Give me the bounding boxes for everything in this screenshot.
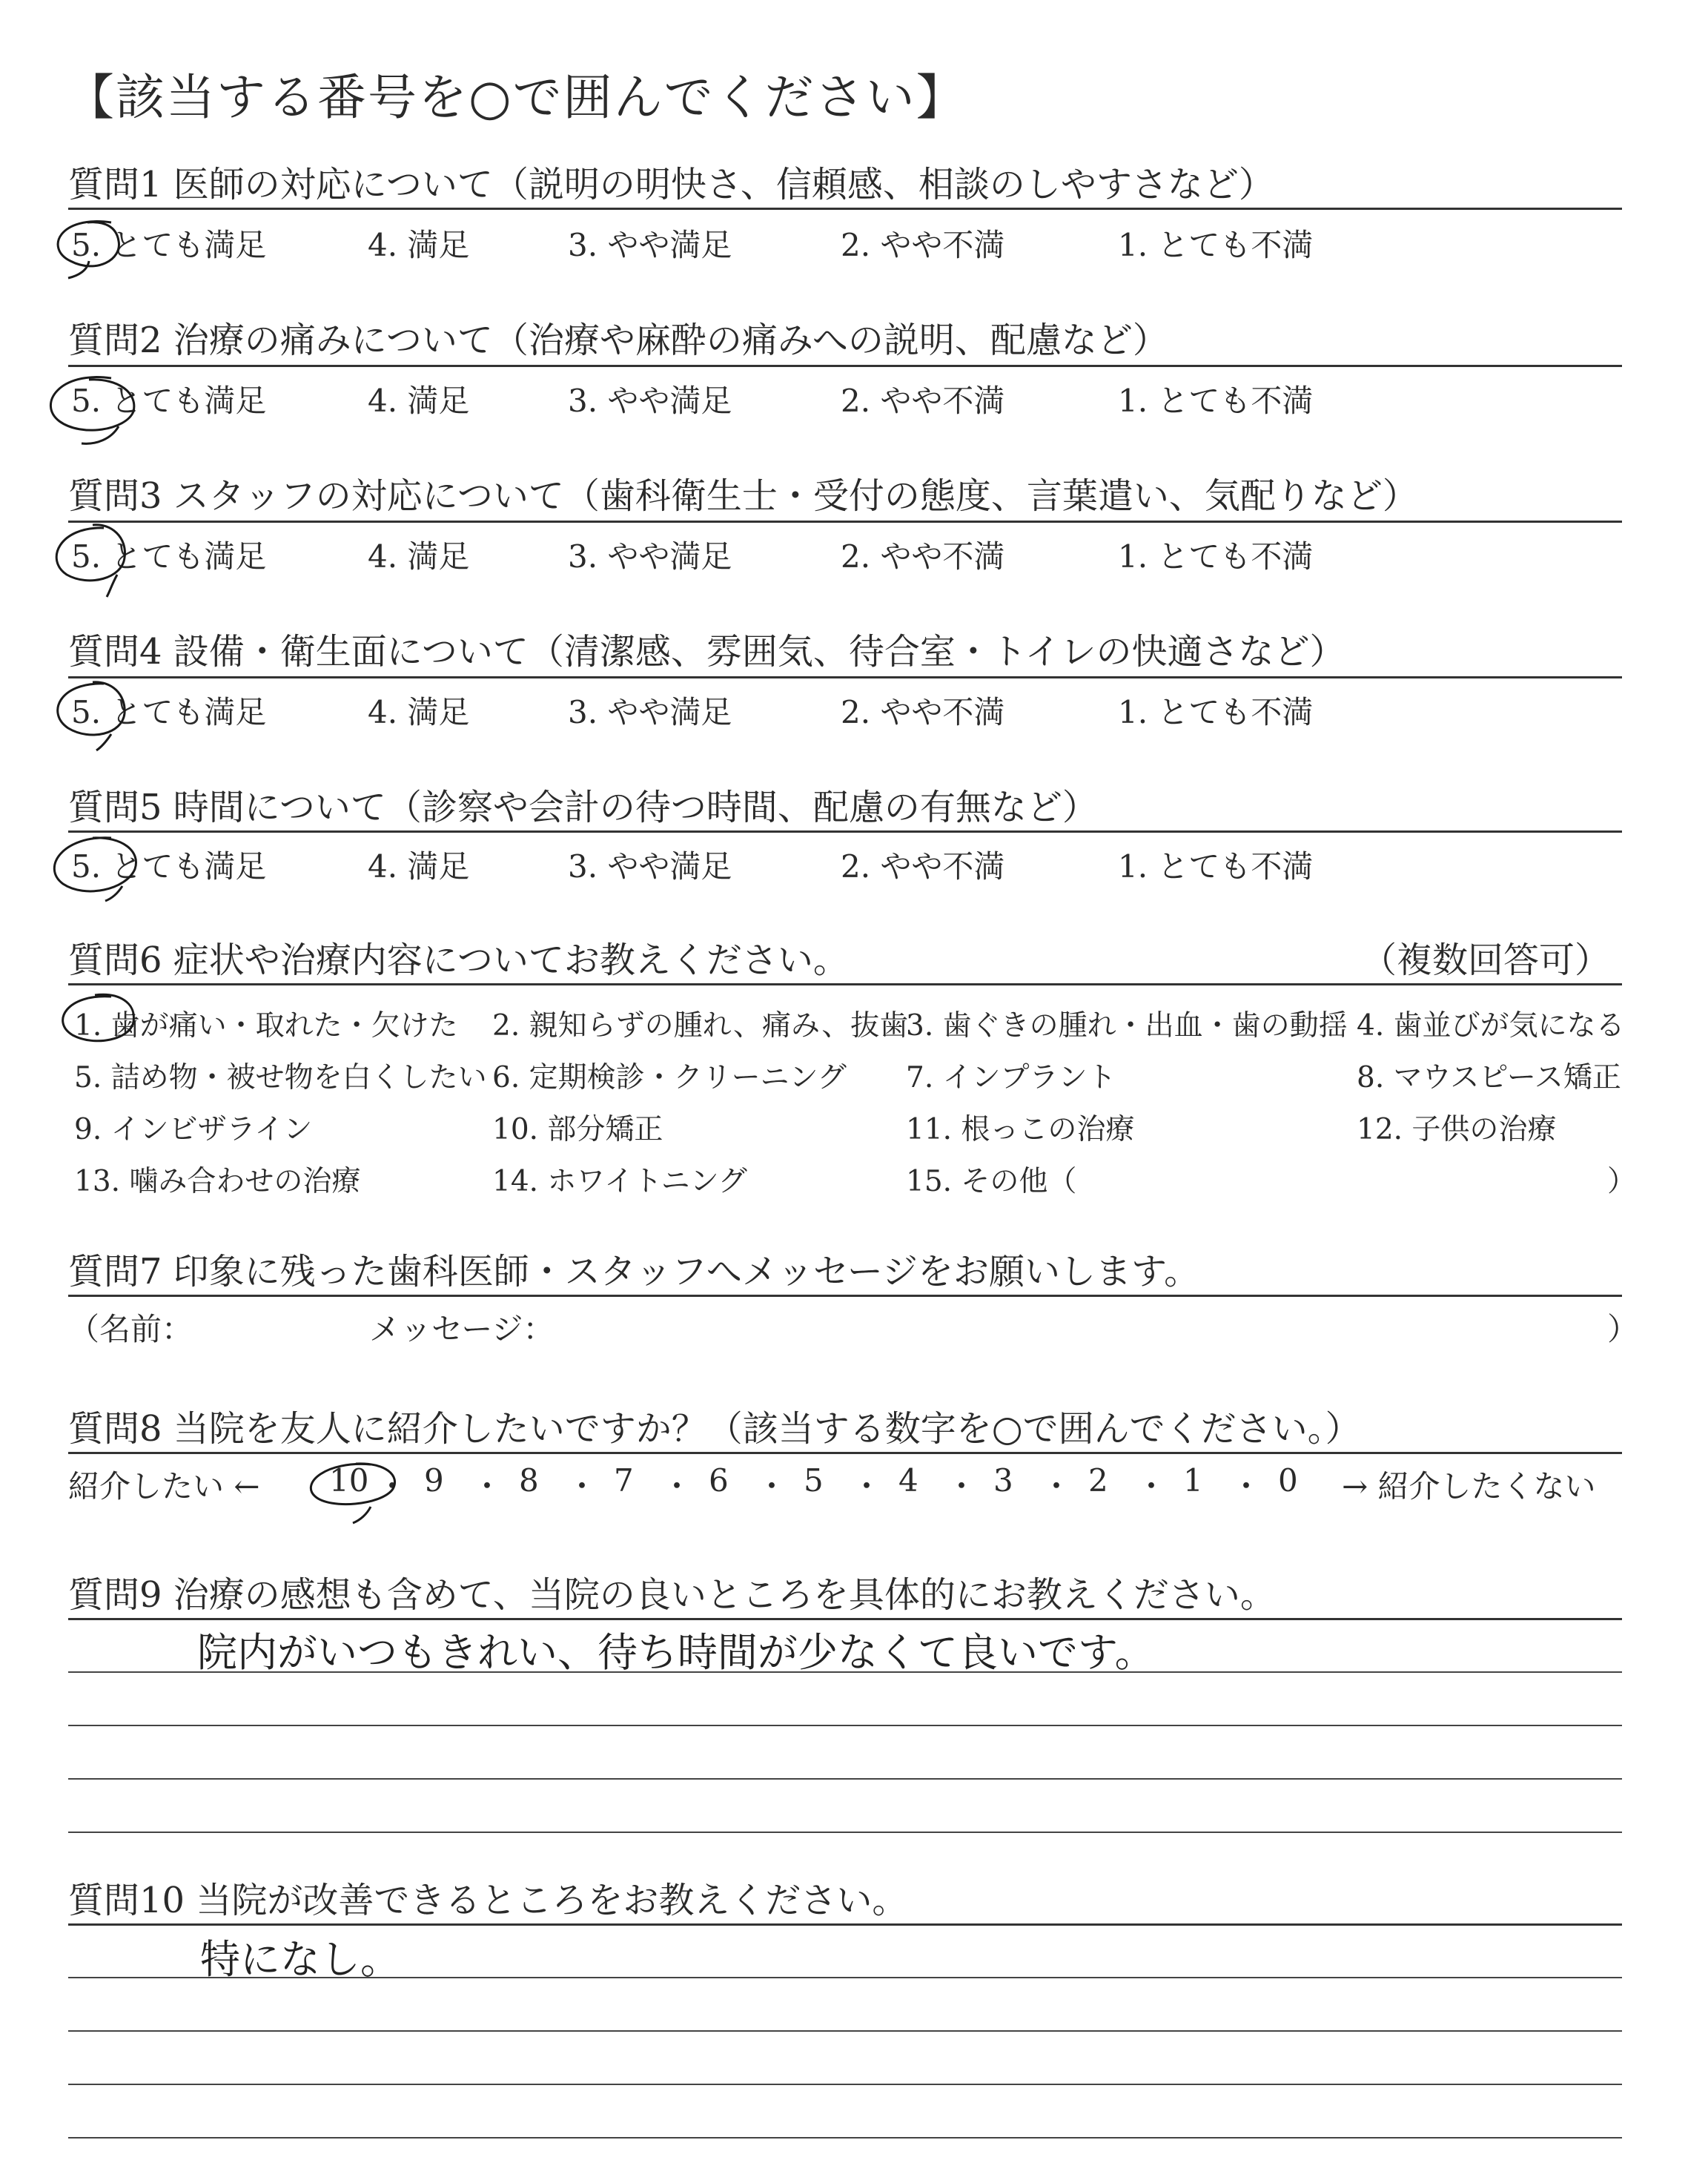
q6-option-15[interactable]: 15. その他（ — [906, 1165, 1077, 1198]
q1-option-3[interactable]: 3. やや満足 — [568, 227, 732, 263]
q8-scale-separator: ・ — [1041, 1468, 1073, 1505]
question-1-rule — [68, 208, 1622, 210]
q3-option-5[interactable]: 5. とても満足 — [71, 538, 267, 575]
question-8-rule — [68, 1452, 1622, 1454]
q7-message-label: メッセージ： — [369, 1311, 555, 1347]
q8-scale-separator: ・ — [851, 1468, 883, 1505]
q8-scale-value[interactable]: 3 — [993, 1462, 1013, 1499]
question-9-rule — [68, 1618, 1622, 1620]
q1-option-1[interactable]: 1. とても不満 — [1118, 227, 1314, 263]
q6-option-10[interactable]: 10. 部分矯正 — [492, 1113, 663, 1146]
q9-answer-line — [68, 1725, 1622, 1726]
q8-scale-value[interactable]: 2 — [1088, 1462, 1108, 1499]
q5-option-5[interactable]: 5. とても満足 — [71, 848, 267, 885]
q6-option-9[interactable]: 9. インビザライン — [74, 1113, 313, 1146]
q8-scale-value[interactable]: 6 — [709, 1462, 729, 1499]
question-4-title: 質問4 設備・衛生面について（清潔感、雰囲気、待合室・トイレの快適さなど） — [68, 631, 1345, 673]
q2-option-5[interactable]: 5. とても満足 — [71, 383, 267, 419]
q6-option-12[interactable]: 12. 子供の治療 — [1357, 1113, 1557, 1146]
question-5-rule — [68, 830, 1622, 833]
question-10-rule — [68, 1923, 1622, 1926]
q6-option-15-close: ） — [1607, 1165, 1637, 1198]
question-6-rule — [68, 983, 1622, 985]
q4-option-4[interactable]: 4. 満足 — [368, 694, 470, 730]
question-10-title: 質問10 当院が改善できるところをお教えください。 — [68, 1880, 908, 1921]
question-2-rule — [68, 365, 1622, 367]
q2-option-4[interactable]: 4. 満足 — [368, 383, 470, 419]
q6-option-11[interactable]: 11. 根っこの治療 — [906, 1113, 1135, 1146]
question-3-rule — [68, 521, 1622, 523]
q5-option-1[interactable]: 1. とても不満 — [1118, 848, 1314, 885]
q8-left-label: 紹介したい ← — [68, 1468, 260, 1505]
q7-close-paren: ） — [1607, 1311, 1639, 1347]
q8-scale-value[interactable]: 1 — [1183, 1462, 1203, 1499]
q6-option-5[interactable]: 5. 詰め物・被せ物を白くしたい — [74, 1061, 487, 1094]
q10-handwritten-answer[interactable]: 特になし。 — [200, 1936, 400, 1983]
q10-answer-line — [68, 2137, 1622, 2138]
q6-option-1[interactable]: 1. 歯が痛い・取れた・欠けた — [74, 1009, 458, 1043]
q10-answer-line — [68, 2084, 1622, 2085]
question-1-title: 質問1 医師の対応について（説明の明快さ、信頼感、相談のしやすさなど） — [68, 164, 1274, 205]
q3-option-4[interactable]: 4. 満足 — [368, 538, 470, 575]
question-6-title: 質問6 症状や治療内容についてお教えください。 — [68, 939, 849, 981]
q8-scale-value[interactable]: 5 — [804, 1462, 824, 1499]
q2-option-3[interactable]: 3. やや満足 — [568, 383, 732, 419]
q8-scale-separator: ・ — [471, 1468, 503, 1505]
q8-scale-separator: ・ — [377, 1468, 408, 1505]
q2-option-2[interactable]: 2. やや不満 — [841, 383, 1005, 419]
q3-option-1[interactable]: 1. とても不満 — [1118, 538, 1314, 575]
question-7-rule — [68, 1295, 1622, 1297]
q5-option-2[interactable]: 2. やや不満 — [841, 848, 1005, 885]
q8-scale-separator: ・ — [1231, 1468, 1262, 1505]
q5-option-3[interactable]: 3. やや満足 — [568, 848, 732, 885]
q8-scale-separator: ・ — [661, 1468, 693, 1505]
q8-scale-value[interactable]: 4 — [898, 1462, 918, 1499]
question-9-title: 質問9 治療の感想も含めて、当院の良いところを具体的にお教えください。 — [68, 1574, 1276, 1616]
q6-option-2[interactable]: 2. 親知らずの腫れ、痛み、抜歯 — [492, 1009, 909, 1043]
question-3-title: 質問3 スタッフの対応について（歯科衛生士・受付の態度、言葉遣い、気配りなど） — [68, 475, 1418, 517]
q9-answer-line — [68, 1832, 1622, 1833]
q8-scale-value[interactable]: 8 — [519, 1462, 539, 1499]
question-8-title: 質問8 当院を友人に紹介したいですか？（該当する数字を○で囲んでください。） — [68, 1408, 1361, 1450]
question-6-note: （複数回答可） — [1361, 939, 1611, 981]
q8-scale-separator: ・ — [946, 1468, 978, 1505]
q6-option-6[interactable]: 6. 定期検診・クリーニング — [492, 1061, 847, 1094]
q1-option-2[interactable]: 2. やや不満 — [841, 227, 1005, 263]
q8-scale-value[interactable]: 9 — [424, 1462, 444, 1499]
q4-option-3[interactable]: 3. やや満足 — [568, 694, 732, 730]
q6-option-14[interactable]: 14. ホワイトニング — [492, 1165, 747, 1198]
question-4-rule — [68, 676, 1622, 678]
form-header: 【該当する番号を○で囲んでください】 — [65, 69, 967, 126]
q5-option-4[interactable]: 4. 満足 — [368, 848, 470, 885]
question-2-title: 質問2 治療の痛みについて（治療や麻酔の痛みへの説明、配慮など） — [68, 320, 1168, 361]
q1-option-5[interactable]: 5. とても満足 — [71, 227, 267, 263]
q9-handwritten-answer[interactable]: 院内がいつもきれい、待ち時間が少なくて良いです。 — [197, 1629, 1155, 1676]
q2-option-1[interactable]: 1. とても不満 — [1118, 383, 1314, 419]
q6-option-3[interactable]: 3. 歯ぐきの腫れ・出血・歯の動揺 — [906, 1009, 1348, 1043]
q8-right-label: → 紹介したくない — [1342, 1468, 1596, 1505]
q6-option-4[interactable]: 4. 歯並びが気になる — [1357, 1009, 1625, 1043]
q9-answer-line — [68, 1778, 1622, 1780]
q6-option-13[interactable]: 13. 噛み合わせの治療 — [74, 1165, 361, 1198]
q8-scale-separator: ・ — [756, 1468, 788, 1505]
q8-scale-separator: ・ — [1136, 1468, 1168, 1505]
q8-scale-value[interactable]: 7 — [614, 1462, 634, 1499]
q3-option-2[interactable]: 2. やや不満 — [841, 538, 1005, 575]
question-5-title: 質問5 時間について（診察や会計の待つ時間、配慮の有無など） — [68, 787, 1098, 828]
q7-name-label: （名前： — [68, 1311, 193, 1347]
q8-scale-value[interactable]: 0 — [1278, 1462, 1298, 1499]
question-7-title: 質問7 印象に残った歯科医師・スタッフへメッセージをお願いします。 — [68, 1251, 1200, 1292]
q8-scale-value[interactable]: 10 — [329, 1462, 369, 1499]
q4-option-1[interactable]: 1. とても不満 — [1118, 694, 1314, 730]
q3-option-3[interactable]: 3. やや満足 — [568, 538, 732, 575]
q6-option-8[interactable]: 8. マウスピース矯正 — [1357, 1061, 1621, 1094]
q6-option-7[interactable]: 7. インプラント — [906, 1061, 1116, 1094]
q10-answer-line — [68, 2030, 1622, 2032]
q4-option-2[interactable]: 2. やや不満 — [841, 694, 1005, 730]
q1-option-4[interactable]: 4. 満足 — [368, 227, 470, 263]
q4-option-5[interactable]: 5. とても満足 — [71, 694, 267, 730]
q8-scale-separator: ・ — [566, 1468, 598, 1505]
